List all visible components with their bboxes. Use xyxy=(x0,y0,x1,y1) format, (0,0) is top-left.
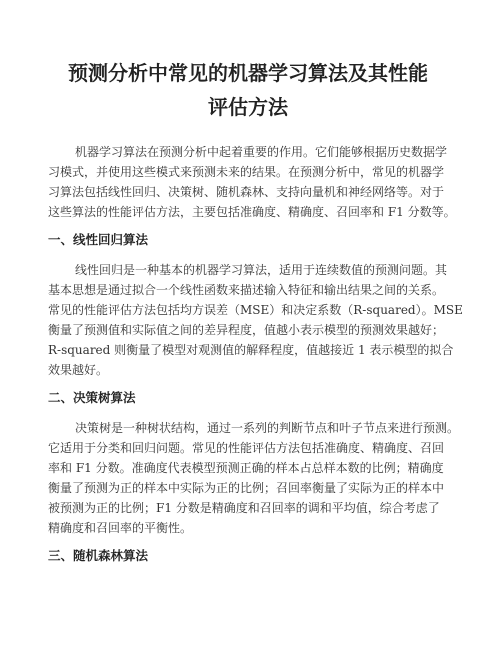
paragraph-line: 率和 F1 分数。准确度代表模型预测正确的样本占总样本数的比例；精确度 xyxy=(48,461,444,475)
paragraph-line: 衡量了预测值和实际值之间的差异程度，值越小表示模型的预测效果越好； xyxy=(48,323,445,337)
paragraph-line: 线性回归是一种基本的机器学习算法，适用于连续数值的预测问题。其 xyxy=(75,263,448,277)
title-line-2: 评估方法 xyxy=(208,95,288,119)
document-title xyxy=(48,56,448,124)
paragraph-line: 常见的性能评估方法包括均方误差（MSE）和决定系数（R-squared）。MSE xyxy=(48,303,463,317)
paragraph-line: 它适用于分类和回归问题。常见的性能评估方法包括准确度、精确度、召回 xyxy=(48,441,445,455)
paragraph-line: 精确度和召回率的平衡性。 xyxy=(48,521,193,535)
intro-line: 机器学习算法在预测分析中起着重要的作用。它们能够根据历史数据学 xyxy=(75,145,448,159)
intro-line: 习算法包括线性回归、决策树、随机森林、支持向量机和神经网络等。对于 xyxy=(48,185,445,199)
section-paragraph xyxy=(48,418,476,538)
intro-line: 习模式，并使用这些模式来预测未来的结果。在预测分析中，常见的机器学 xyxy=(48,165,445,179)
section-heading: 三、随机森林算法 xyxy=(48,548,149,563)
paragraph-line: 基本思想是通过拟合一个线性函数来描述输入特征和输出结果之间的关系。 xyxy=(48,283,445,297)
intro-line: 这些算法的性能评估方法，主要包括准确度、精确度、召回率和 F1 分数等。 xyxy=(48,205,456,219)
section-paragraph xyxy=(48,260,476,380)
paragraph-line: 决策树是一种树状结构，通过一系列的判断节点和叶子节点来进行预测。 xyxy=(75,421,460,435)
paragraph-line: 衡量了预测为正的样本中实际为正的比例；召回率衡量了实际为正的样本中 xyxy=(48,481,445,495)
paragraph-line: 效果越好。 xyxy=(48,363,109,377)
title-line-1: 预测分析中常见的机器学习算法及其性能 xyxy=(68,61,428,85)
paragraph-line: R-squared 则衡量了模型对观测值的解释程度，值越接近 1 表示模型的拟合 xyxy=(48,343,454,357)
section-heading: 二、决策树算法 xyxy=(48,390,136,405)
intro-paragraph xyxy=(48,142,476,222)
paragraph-line: 被预测为正的比例；F1 分数是精确度和召回率的调和平均值，综合考虑了 xyxy=(48,501,440,515)
section-heading: 一、线性回归算法 xyxy=(48,232,149,247)
